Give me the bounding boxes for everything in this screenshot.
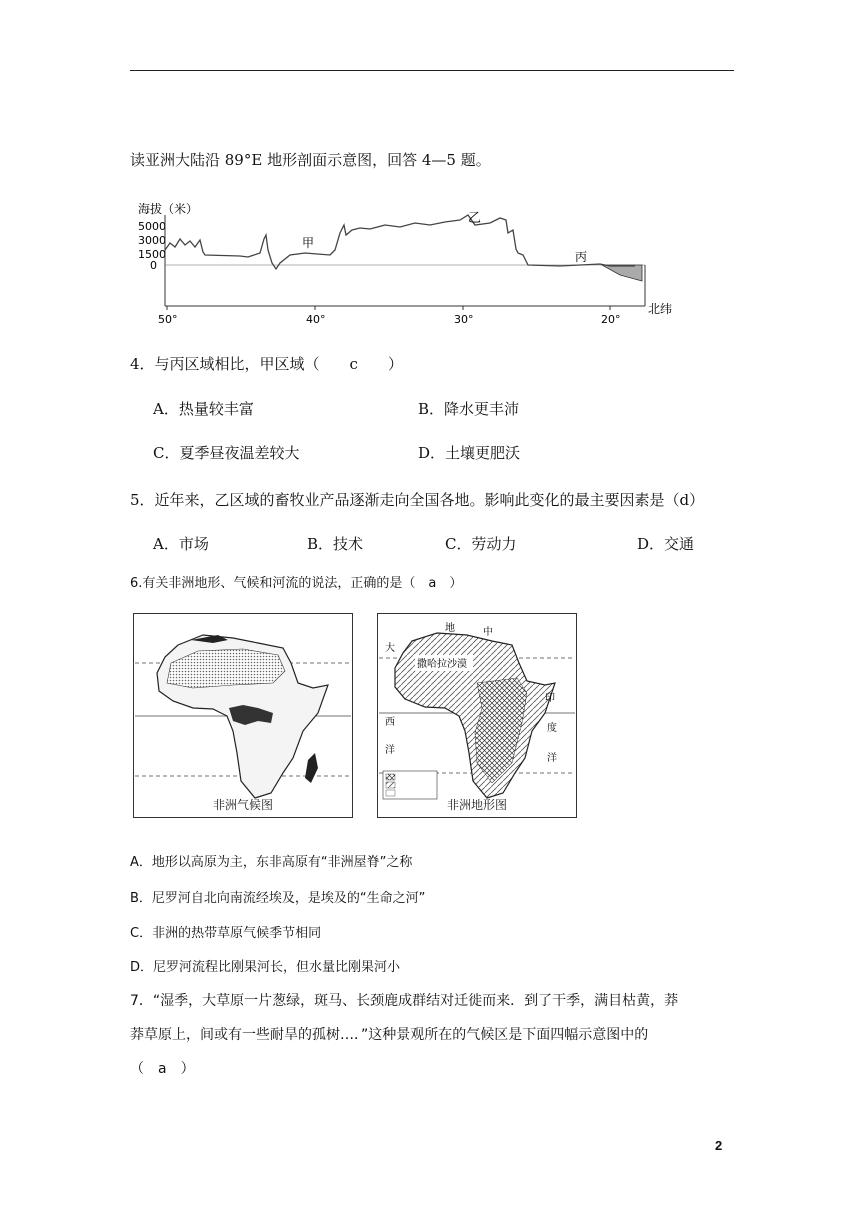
page-number: 2 — [715, 1138, 723, 1153]
map-label: 西 — [385, 717, 395, 728]
profile-y-tick: 0 — [150, 259, 157, 272]
q7-line-2: 莽草原上，间或有一些耐旱的孤树…．”这种景观所在的气候区是下面四幅示意图中的 — [130, 1027, 649, 1043]
header-rule — [130, 70, 734, 71]
q7-line-3: （ a ） — [130, 1061, 195, 1077]
terrain-profile-chart — [130, 195, 690, 330]
profile-y-tick: 1500 — [138, 248, 166, 261]
region-label-jia: 甲 — [302, 236, 315, 250]
q5-option-d: D．交通 — [637, 535, 695, 553]
map-label: 大 — [385, 643, 395, 654]
region-label-yi: 乙 — [468, 211, 482, 226]
q7-line-1: 7．“湿季，大草原一片葱绿，斑马、长颈鹿成群结对迁徙而来．到了干季，满目枯黄，莽 — [130, 993, 679, 1009]
q6-option-d: D．尼罗河流程比刚果河长，但水量比刚果河小 — [130, 960, 401, 975]
q4-option-b: B．降水更丰沛 — [418, 400, 520, 418]
q6-option-a: A．地形以高原为主，东非高原有“非洲屋脊”之称 — [130, 855, 413, 870]
profile-x-tick: 30° — [454, 313, 474, 326]
q5-option-c: C．劳动力 — [445, 535, 517, 553]
sea-area — [602, 265, 642, 281]
q5-stem: 5．近年来，乙区域的畜牧业产品逐渐走向全国各地。影响此变化的最主要因素是（d） — [130, 491, 705, 509]
region-label-bing: 丙 — [575, 250, 588, 264]
map-label: 度 — [547, 723, 557, 734]
terrain-map-caption: 非洲地形图 — [446, 798, 508, 812]
intro-text: 读亚洲大陆沿 89°E 地形剖面示意图，回答 4—5 题。 — [130, 151, 491, 169]
profile-y-tick: 3000 — [138, 234, 166, 247]
profile-x-tick: 20° — [601, 313, 621, 326]
q6-option-c: C．非洲的热带草原气候季节相同 — [130, 926, 322, 941]
profile-x-unit: 北纬 — [648, 302, 673, 316]
terrain-line — [165, 215, 635, 269]
profile-x-tick: 40° — [306, 313, 326, 326]
q6-option-b: B．尼罗河自北向南流经埃及，是埃及的“生命之河” — [130, 891, 426, 906]
q5-option-a: A．市场 — [153, 535, 209, 553]
q4-option-c: C．夏季昼夜温差较大 — [153, 444, 300, 462]
map-label: 洋 — [385, 745, 395, 756]
profile-y-label: 海拔（米） — [138, 202, 199, 216]
map-label: 地 — [445, 623, 455, 634]
map-label: 印 — [545, 693, 555, 704]
africa-terrain-map — [377, 613, 577, 818]
q5-option-b: B．技术 — [307, 535, 364, 553]
profile-y-tick: 5000 — [138, 220, 166, 233]
q4-option-a: A．热量较丰富 — [153, 400, 254, 418]
climate-map-caption: 非洲气候图 — [212, 798, 274, 812]
map-label: 洋 — [547, 753, 557, 764]
sahara-label: 撒哈拉沙漠 — [417, 659, 467, 670]
q4-stem: 4．与丙区域相比，甲区域（ c ） — [130, 355, 403, 373]
profile-x-tick: 50° — [158, 313, 178, 326]
q4-option-d: D．土壤更肥沃 — [418, 444, 521, 462]
q6-stem: 6.有关非洲地形、气候和河流的说法，正确的是（ a ） — [130, 576, 463, 591]
map-label: 中 — [483, 627, 493, 638]
africa-climate-map — [133, 613, 353, 818]
